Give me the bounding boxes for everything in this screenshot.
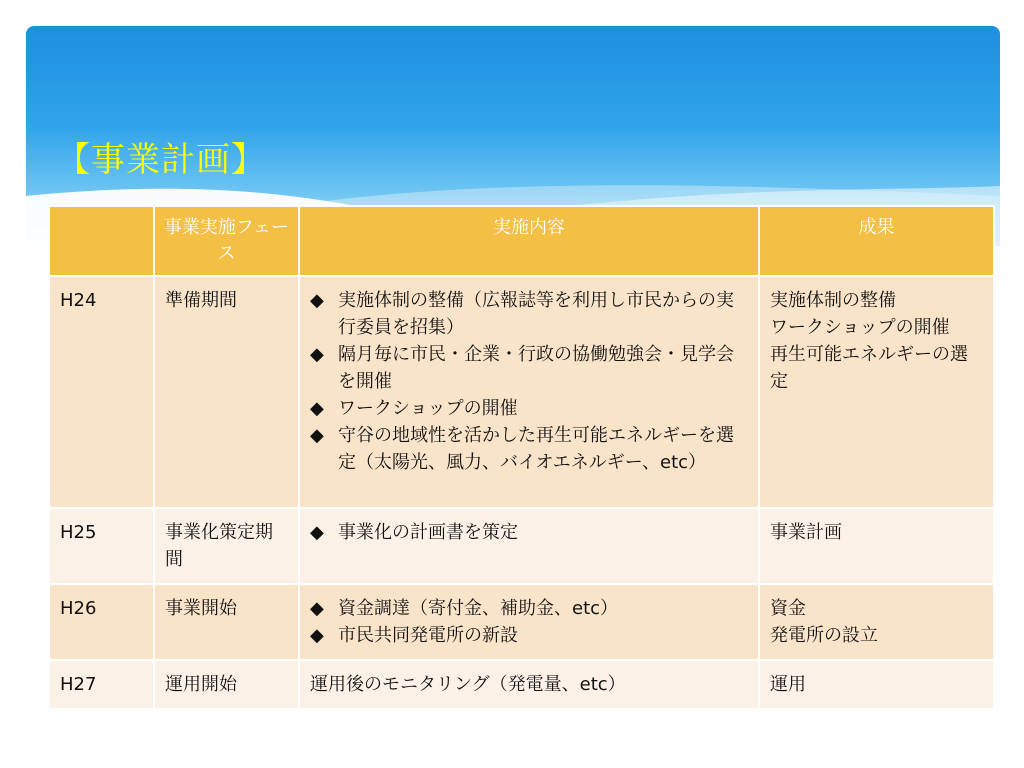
year-cell: H25 <box>49 508 154 584</box>
content-cell <box>299 276 759 508</box>
results-cell <box>759 276 994 508</box>
business-plan-table <box>48 205 995 710</box>
results-cell <box>759 584 994 660</box>
table-row-h25 <box>49 508 994 584</box>
list-item: ◆ 事業化の計画書を策定 <box>310 519 748 546</box>
diamond-bullet-icon: ◆ <box>310 425 324 446</box>
content-cell <box>299 584 759 660</box>
content-bullet-list <box>310 595 748 649</box>
content-cell: 運用後のモニタリング（発電量、etc） <box>299 660 759 709</box>
content-bullet-list <box>310 287 748 476</box>
year-cell: H26 <box>49 584 154 660</box>
header-content: 実施内容 <box>299 206 759 276</box>
diamond-bullet-icon: ◆ <box>310 598 324 619</box>
list-item: ◆ 隔月毎に市民・企業・行政の協働勉強会・見学会を開催 <box>310 341 748 395</box>
result-line: 運用 <box>770 674 806 695</box>
header-results: 成果 <box>759 206 994 276</box>
diamond-bullet-icon: ◆ <box>310 290 324 311</box>
phase-cell: 事業開始 <box>154 584 299 660</box>
table-header-row <box>49 206 994 276</box>
results-cell <box>759 660 994 709</box>
year-cell: H27 <box>49 660 154 709</box>
list-item: ◆ 守谷の地域性を活かした再生可能エネルギーを選定（太陽光、風力、バイオエネルギー、etc） <box>310 422 748 476</box>
header-phase: 事業実施フェース <box>154 206 299 276</box>
content-cell <box>299 508 759 584</box>
table-row-h26 <box>49 584 994 660</box>
year-cell: H24 <box>49 276 154 508</box>
result-line: ワークショップの開催 <box>770 317 950 338</box>
list-item: ◆ 市民共同発電所の新設 <box>310 622 748 649</box>
diamond-bullet-icon: ◆ <box>310 398 324 419</box>
results-cell <box>759 508 994 584</box>
phase-cell: 事業化策定期間 <box>154 508 299 584</box>
list-item: ◆ ワークショップの開催 <box>310 395 748 422</box>
header-year <box>49 206 154 276</box>
table-row-h27 <box>49 660 994 709</box>
table-row-h24 <box>49 276 994 508</box>
diamond-bullet-icon: ◆ <box>310 625 324 646</box>
list-item: ◆ 実施体制の整備（広報誌等を利用し市民からの実行委員を招集） <box>310 287 748 341</box>
content-bullet-list <box>310 519 748 546</box>
result-line: 資金 <box>770 598 806 619</box>
result-line: 発電所の設立 <box>770 625 878 646</box>
list-item: ◆ 資金調達（寄付金、補助金、etc） <box>310 595 748 622</box>
diamond-bullet-icon: ◆ <box>310 344 324 365</box>
phase-cell: 準備期間 <box>154 276 299 508</box>
diamond-bullet-icon: ◆ <box>310 522 324 543</box>
result-line: 再生可能エネルギーの選定 <box>770 344 968 392</box>
result-line: 実施体制の整備 <box>770 290 896 311</box>
result-line: 事業計画 <box>770 522 842 543</box>
phase-cell: 運用開始 <box>154 660 299 709</box>
slide-title: 【事業計画】 <box>56 140 266 180</box>
